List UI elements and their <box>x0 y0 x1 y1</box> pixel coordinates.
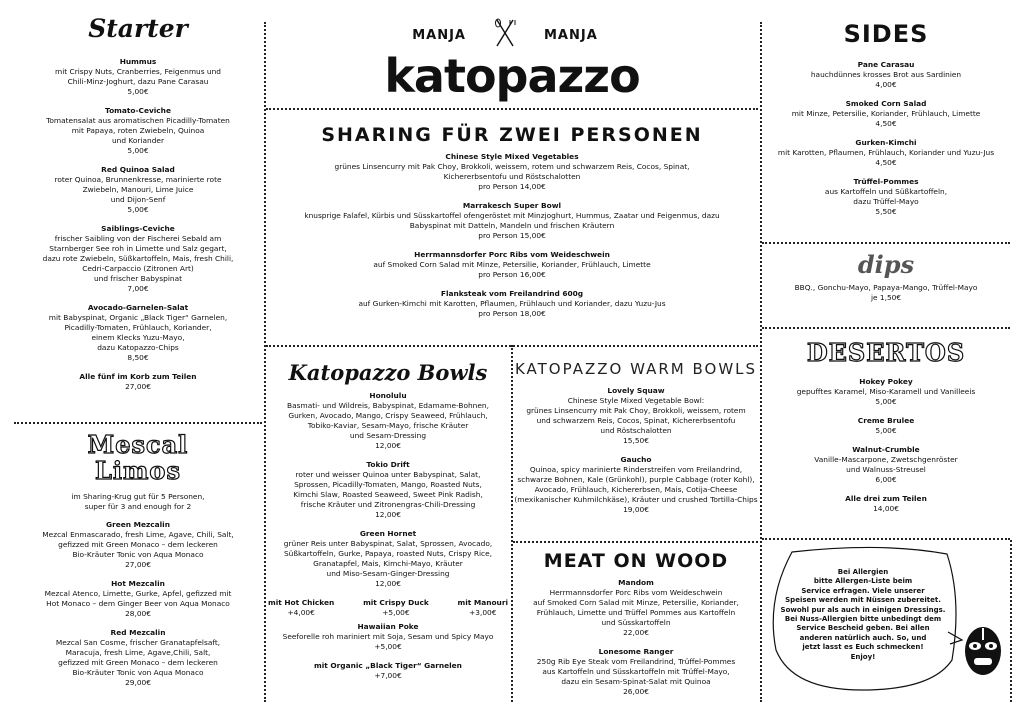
addon-row <box>268 598 508 622</box>
luchador-mask-icon <box>962 624 1004 682</box>
item-price: 6,00€ <box>875 475 897 484</box>
sides-section <box>762 20 1010 226</box>
addon-item <box>268 622 508 652</box>
brand-header <box>266 18 758 103</box>
warm-bowls-section <box>514 360 758 524</box>
starter-section <box>14 14 262 401</box>
meat-title: MEAT ON WOOD <box>543 550 729 572</box>
item-name: Mandom <box>618 578 654 587</box>
item-name: Walnut-Crumble <box>852 445 920 454</box>
item-price: 12,00€ <box>375 441 401 450</box>
item-desc: mit Crispy Nuts, Cranberries, Feigenmus und Chili-Minz-Joghurt, dazu Pane Carasau <box>55 67 221 86</box>
item-name: Alle fünf im Korb zum Teilen <box>79 372 197 381</box>
item-price: pro Person 15,00€ <box>478 231 546 240</box>
item-desc: hauchdünnes krosses Brot aus Sardinien <box>810 70 962 79</box>
meat-section <box>514 550 758 706</box>
item-name: mit Hot Chicken <box>268 598 335 607</box>
item-desc: auf Smoked Corn Salad mit Minze, Petersilie, Koriander, Frühlauch, Limette <box>373 260 651 269</box>
item-price: 27,00€ <box>125 382 151 391</box>
divider <box>513 541 758 543</box>
item-name: mit Manouri <box>457 598 508 607</box>
item-desc: roter Quinoa, Brunnenkresse, marinierte rote Zwiebeln, Manouri, Lime Juice und Dijon-Senf <box>54 175 222 204</box>
item-price: 5,00€ <box>875 397 897 406</box>
menu-item <box>14 579 262 619</box>
item-price: 28,00€ <box>125 609 151 618</box>
menu-item <box>514 647 758 697</box>
menu-item <box>266 152 758 192</box>
item-price: 8,50€ <box>127 353 149 362</box>
divider <box>266 108 758 110</box>
item-desc: 250g Rib Eye Steak vom Freilandrind, Trüffel-Pommes aus Kartoffeln und Süsskartoffeln mit Trüffel-Mayo, dazu ein Sesam-Spinat-Salat mit Quinoa <box>536 657 736 686</box>
item-desc: Mezcal Enmascarado, fresh Lime, Agave, Chili, Salt, gefizzed mit Green Monaco – dem leckeren Bio-Kräuter Tonic von Aqua Monaco <box>42 530 234 559</box>
item-price: pro Person 18,00€ <box>478 309 546 318</box>
item-price: 4,50€ <box>875 158 897 167</box>
menu-item <box>762 377 1010 407</box>
item-name: Creme Brulee <box>857 416 915 425</box>
item-price: 22,00€ <box>623 628 649 637</box>
dips-title: dips <box>857 250 915 279</box>
item-desc: Chinese Style Mixed Vegetable Bowl: grünes Linsencurry mit Pak Choy, Brokkoli, weissem, rotem und schwarzem Reis, Cocos, Spinat, Kichererbsentofu und Röstschalotten <box>526 396 746 435</box>
mescal-title-line1: Mescal <box>87 430 189 459</box>
divider <box>14 422 262 424</box>
bowls-section <box>268 360 508 690</box>
item-name: Avocado-Garnelen-Salat <box>87 303 189 312</box>
menu-item <box>14 57 262 97</box>
divider <box>511 345 513 702</box>
item-desc: Vanille-Mascarpone, Zwetschgenröster und Walnuss-Streusel <box>814 455 958 474</box>
item-price: 12,00€ <box>375 510 401 519</box>
menu-item <box>268 460 508 520</box>
mescal-section <box>14 432 262 697</box>
item-name: Smoked Corn Salad <box>845 99 927 108</box>
item-desc: Herrmannsdorfer Porc Ribs vom Weideschwein auf Smoked Corn Salad mit Minze, Petersilie, Koriander, Frühlauch, Limette und Trüffel Pommes aus Kartoffeln und Süsskartoffeln <box>533 588 739 627</box>
item-name: Lovely Squaw <box>607 386 665 395</box>
item-desc: frischer Saibling von der Fischerei Sebald am Starnberger See roh in Limette und Salz gegart, dazu rote Zwiebeln, Süßkartoffeln, Mais, fresh Chili, Cedri-Carpaccio (Zitronen Art) und frischer Babyspinat <box>42 234 234 283</box>
item-name: Red Quinoa Salad <box>101 165 175 174</box>
divider <box>1010 540 1012 702</box>
menu-item <box>762 416 1010 436</box>
menu-item <box>14 303 262 363</box>
desertos-section <box>762 338 1010 523</box>
menu-item <box>762 177 1010 217</box>
item-name: mit Crispy Duck <box>363 598 429 607</box>
item-name: Lonesome Ranger <box>598 647 674 656</box>
item-price: +7,00€ <box>374 671 402 680</box>
menu-item <box>514 386 758 446</box>
menu-item <box>266 201 758 241</box>
item-name: Marrakesch Super Bowl <box>462 201 562 210</box>
item-name: Hot Mezcalin <box>111 579 165 588</box>
manja-right: MANJA <box>544 27 598 43</box>
item-desc: gepufftes Karamel, Miso-Karamell und Vanilleeis <box>796 387 976 396</box>
item-price: 5,00€ <box>127 146 149 155</box>
item-price: 15,50€ <box>623 436 649 445</box>
manja-left: MANJA <box>412 27 466 43</box>
addon-item <box>363 598 429 618</box>
menu-item <box>14 628 262 688</box>
menu-item <box>762 99 1010 129</box>
item-price: 14,00€ <box>873 504 899 513</box>
item-desc: aus Kartoffeln und Süßkartoffeln, dazu Trüffel-Mayo <box>824 187 948 206</box>
item-name: Red Mezcalin <box>110 628 166 637</box>
menu-item <box>14 372 262 392</box>
bowls-title: Katopazzo Bowls <box>288 360 488 385</box>
allergy-text: Bei Allergien bitte Allergen-Liste beim Service erfragen. Viele unserer Speisen werden mit Nüssen zubereitet. Sowohl pur als auch in einigen Dressings. Bei Nuss-Allergien bitte unbedingt dem Service Bescheid geben. Bei allen anderen natürlich auch. So, und jetzt lasst es Euch schmecken! Enjoy! <box>780 568 946 661</box>
item-name: Green Mezcalin <box>106 520 170 529</box>
item-desc: Mezcal Atenco, Limette, Gurke, Apfel, gefizzed mit Hot Monaco – dem Ginger Beer von Aqua Monaco <box>44 589 232 608</box>
item-desc: grünes Linsencurry mit Pak Choy, Brokkoli, weissem, rotem und schwarzem Reis, Cocos, Spinat, Kichererbsentofu und Röstschalotten <box>334 162 690 181</box>
item-price: 27,00€ <box>125 560 151 569</box>
item-desc: Tomatensalat aus aromatischen Picadilly-Tomaten mit Papaya, roten Zwiebeln, Quinoa und Koriander <box>46 116 230 145</box>
item-price: pro Person 14,00€ <box>478 182 546 191</box>
item-price: 5,50€ <box>875 207 897 216</box>
item-name: Hokey Pokey <box>859 377 913 386</box>
item-desc: grüner Reis unter Babyspinat, Salat, Sprossen, Avocado, Süßkartoffeln, Gurke, Papaya, roasted Nuts, Crispy Rice, Granatapfel, Mais, Kimchi-Mayo, Kräuter und Miso-Sesam-Ginger-Dressing <box>283 539 493 578</box>
sharing-section <box>266 124 758 328</box>
desertos-title: DESERTOS <box>806 338 966 367</box>
fork-knife-icon <box>494 18 516 52</box>
addon-item <box>268 661 508 681</box>
addon-item <box>268 598 334 618</box>
starter-title: Starter <box>88 14 188 43</box>
item-desc: mit Babyspinat, Organic „Black Tiger“ Garnelen, Picadilly-Tomaten, Frühlauch, Koriander, einem Klecks Yuzu-Mayo, dazu Katopazzo-Chips <box>48 313 228 352</box>
item-name: Gurken-Kimchi <box>855 138 917 147</box>
dips-section <box>762 250 1010 303</box>
item-desc: Mezcal San Cosme, frischer Granatapfelsaft, Maracuja, fresh Lime, Agave,Chili, Salt, gefizzed mit Green Monaco – dem leckeren Bio-Kräuter Tonic von Aqua Monaco <box>55 638 221 677</box>
allergy-section <box>762 540 1008 700</box>
menu-item <box>762 494 1010 514</box>
item-name: Chinese Style Mixed Vegetables <box>445 152 579 161</box>
menu-item <box>514 455 758 515</box>
item-desc: knusprige Falafel, Kürbis und Süsskartoffel ofengeröstet mit Minzjoghurt, Hummus, Zaatar und Feigenmus, dazu Babyspinat mit Datteln, Mandeln und frischen Kräutern <box>304 211 720 230</box>
mescal-intro: im Sharing-Krug gut für 5 Personen, super für 3 and enough for 2 <box>71 492 205 511</box>
menu-item <box>762 138 1010 168</box>
menu-item <box>14 165 262 215</box>
item-name: Herrmannsdorfer Porc Ribs vom Weideschwein <box>414 250 610 259</box>
item-desc: Basmati- und Wildreis, Babyspinat, Edamame-Bohnen, Gurken, Avocado, Mango, Crispy Seaweed, Frühlauch, Tobiko-Kaviar, Sesam-Mayo, frische Kräuter und Sesam-Dressing <box>287 401 489 440</box>
item-price: 5,00€ <box>127 87 149 96</box>
item-name: Flanksteak vom Freilandrind 600g <box>440 289 584 298</box>
item-price: 7,00€ <box>127 284 149 293</box>
item-price: 12,00€ <box>375 579 401 588</box>
addon-item <box>458 598 508 618</box>
dips-text: BBQ., Gonchu-Mayo, Papaya-Mango, Trüffel-Mayo je 1,50€ <box>794 283 978 302</box>
menu-item <box>268 391 508 451</box>
item-name: Saiblings-Ceviche <box>101 224 175 233</box>
item-price: +5,00€ <box>374 642 402 651</box>
item-name: Hummus <box>119 57 157 66</box>
brand-logo: katopazzo <box>384 49 640 103</box>
menu-item <box>14 520 262 570</box>
item-name: Trüffel-Pommes <box>853 177 919 186</box>
item-name: Honolulu <box>369 391 407 400</box>
item-desc: mit Karotten, Pflaumen, Frühlauch, Koriander und Yuzu-Jus <box>777 148 995 157</box>
divider <box>762 242 1010 244</box>
item-name: Hawaiian Poke <box>357 622 419 631</box>
divider <box>762 327 1010 329</box>
item-price: +5,00€ <box>382 608 410 617</box>
item-price: 4,00€ <box>875 80 897 89</box>
item-price: 5,00€ <box>127 205 149 214</box>
item-name: mit Organic „Black Tiger“ Garnelen <box>314 661 462 670</box>
item-price: 4,50€ <box>875 119 897 128</box>
item-desc: roter und weisser Quinoa unter Babyspinat, Salat, Sprossen, Picadilly-Tomaten, Mango, Roasted Nuts, Kimchi Slaw, Roasted Seaweed, Sweet Pink Radish, frische Kräuter und Zitronengras-Chili-Dressing <box>293 470 483 509</box>
item-desc: mit Minze, Petersilie, Koriander, Frühlauch, Limette <box>791 109 981 118</box>
item-price: 26,00€ <box>623 687 649 696</box>
menu-item <box>14 224 262 294</box>
menu-item <box>762 60 1010 90</box>
menu-item <box>266 289 758 319</box>
item-name: Pane Carasau <box>857 60 915 69</box>
item-name: Gaucho <box>620 455 652 464</box>
item-price: 5,00€ <box>875 426 897 435</box>
item-desc: Quinoa, spicy marinierte Rinderstreifen vom Freilandrind, schwarze Bohnen, Kale (Grünkohl), purple Cabbage (roter Kohl), Avocado, Frühlauch, Kichererbsen, Mais, Cotija-Cheese (mexikanischer Kuhmilchkäse), Kräuter und crushed Tortilla-Chips <box>514 465 758 504</box>
warm-bowls-title: KATOPAZZO WARM BOWLS <box>514 360 758 378</box>
starter-list <box>14 57 262 392</box>
menu-item <box>14 106 262 156</box>
item-price: 19,00€ <box>623 505 649 514</box>
menu-item <box>762 445 1010 485</box>
item-price: +4,00€ <box>287 608 315 617</box>
item-name: Tokio Drift <box>366 460 410 469</box>
mescal-title-line2: Limos <box>95 456 181 485</box>
item-desc: Seeforelle roh mariniert mit Soja, Sesam und Spicy Mayo <box>282 632 494 641</box>
divider <box>266 345 758 347</box>
item-name: Tomato-Ceviche <box>105 106 171 115</box>
item-price: +3,00€ <box>469 608 497 617</box>
menu-item <box>514 578 758 638</box>
sharing-title: SHARING FÜR ZWEI PERSONEN <box>321 124 703 146</box>
item-name: Green Hornet <box>359 529 417 538</box>
item-desc: auf Gurken-Kimchi mit Karotten, Pflaumen, Frühlauch und Koriander, dazu Yuzu-Jus <box>358 299 666 308</box>
item-price: 29,00€ <box>125 678 151 687</box>
menu-item <box>266 250 758 280</box>
sides-title: SIDES <box>843 20 929 48</box>
item-price: pro Person 16,00€ <box>478 270 546 279</box>
item-name: Alle drei zum Teilen <box>845 494 927 503</box>
menu-item <box>268 529 508 589</box>
